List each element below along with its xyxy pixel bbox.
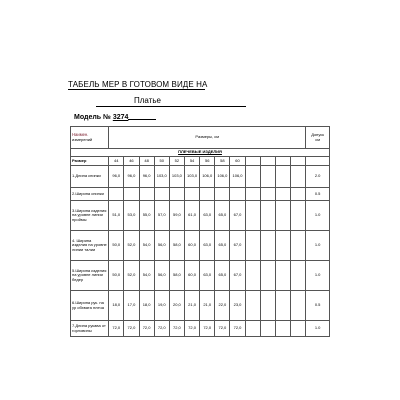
tolerance-value: 2.0 (306, 166, 330, 188)
size-cell (260, 157, 275, 166)
measurement-value: 72,0 (154, 321, 169, 337)
measurement-value (245, 188, 260, 201)
header-tolerance-a: Допуск (311, 131, 325, 137)
size-cell: 46 (124, 157, 139, 166)
measurement-name: 6.Ширина рук. на ур обхвата плеча (71, 291, 109, 321)
table-row (71, 321, 330, 337)
measurement-value: 60,0 (184, 231, 199, 261)
measurement-value: 56,0 (154, 261, 169, 291)
table-row (71, 291, 330, 321)
measurement-value: 56,0 (154, 231, 169, 261)
size-cell: 56 (200, 157, 215, 166)
measurement-value: 63,0 (200, 201, 215, 231)
tolerance-value: 0.5 (306, 188, 330, 201)
measurement-value (184, 188, 199, 201)
measurement-value: 96,0 (139, 166, 154, 188)
measurement-value: 65,0 (215, 231, 230, 261)
measurement-value: 67,0 (230, 261, 245, 291)
measurement-value (245, 231, 260, 261)
size-cell (245, 157, 260, 166)
measurement-name: 4. Ширина изделия на уровне линии талии (71, 231, 109, 261)
measurement-value: 60,0 (184, 261, 199, 291)
measurement-value (291, 188, 306, 201)
measurement-value: 52,0 (124, 261, 139, 291)
measurement-value: 103,0 (169, 166, 184, 188)
measurement-value: 50,0 (109, 231, 124, 261)
measurement-value: 106,0 (215, 166, 230, 188)
measurement-table (70, 126, 330, 337)
measurement-value (215, 188, 230, 201)
measurement-value (124, 188, 139, 201)
measurement-value (291, 231, 306, 261)
header-name-a: Наимен. (72, 131, 89, 137)
measurement-value: 72,0 (169, 321, 184, 337)
measurement-value: 51,0 (109, 201, 124, 231)
measurement-value (275, 231, 290, 261)
measurement-value: 103,0 (184, 166, 199, 188)
measurement-value: 52,0 (124, 231, 139, 261)
size-cell: 44 (109, 157, 124, 166)
measurement-value (260, 291, 275, 321)
measurement-value (169, 188, 184, 201)
size-label: Размер (71, 157, 109, 166)
section-row (71, 149, 330, 157)
tolerance-value: 1.0 (306, 261, 330, 291)
header-tolerance-cell (306, 127, 330, 149)
measurement-value: 96,0 (124, 166, 139, 188)
measurement-value: 65,0 (215, 201, 230, 231)
measurement-name: 1.Длина спинки (71, 166, 109, 188)
measurement-value: 72,0 (109, 321, 124, 337)
measurement-value: 72,0 (184, 321, 199, 337)
measurement-value: 17,0 (124, 291, 139, 321)
header-name-cell (71, 127, 109, 149)
measurement-value (245, 201, 260, 231)
measurement-value: 106,0 (230, 166, 245, 188)
measurement-value (245, 166, 260, 188)
measurement-value: 54,0 (139, 231, 154, 261)
section-title: ПЛЕЧЕВЫЕ ИЗДЕЛИЯ (71, 149, 330, 157)
measurement-value (275, 166, 290, 188)
measurement-value (260, 321, 275, 337)
measurement-value (245, 291, 260, 321)
measurement-value: 20,0 (169, 291, 184, 321)
table-header-row (71, 127, 330, 149)
measurement-value: 21,0 (184, 291, 199, 321)
table-row (71, 166, 330, 188)
measurement-value: 54,0 (139, 261, 154, 291)
measurement-value: 96,0 (109, 166, 124, 188)
measurement-value (109, 188, 124, 201)
table-row (71, 188, 330, 201)
table-row (71, 201, 330, 231)
measurement-value (275, 261, 290, 291)
measurement-value: 63,0 (200, 231, 215, 261)
garment-type-line (96, 96, 246, 107)
measurement-value: 19,0 (154, 291, 169, 321)
measurement-value (275, 188, 290, 201)
size-cell (275, 157, 290, 166)
measurement-value: 72,0 (230, 321, 245, 337)
size-cell (291, 157, 306, 166)
table-title: ТАБЕЛЬ МЕР В ГОТОВОМ ВИДЕ НА (68, 80, 208, 89)
measurement-value (245, 261, 260, 291)
measurement-name: 3.Ширина изделия на уровне линии проймы (71, 201, 109, 231)
size-cell: 58 (215, 157, 230, 166)
measurement-value (154, 188, 169, 201)
measurement-value: 18,0 (109, 291, 124, 321)
measurement-value (200, 188, 215, 201)
size-cell: 54 (184, 157, 199, 166)
measurement-value: 57,0 (154, 201, 169, 231)
model-line (74, 112, 156, 121)
size-cell: 60 (230, 157, 245, 166)
measurement-value: 58,0 (169, 231, 184, 261)
measurement-value: 58,0 (169, 261, 184, 291)
measurement-name: 2.Ширина спинки (71, 188, 109, 201)
measurement-value: 21,0 (200, 291, 215, 321)
measurement-value (245, 321, 260, 337)
header-sizes: Размеры, см (109, 127, 306, 149)
measurement-value: 106,0 (200, 166, 215, 188)
measurement-value: 55,0 (139, 201, 154, 231)
measurement-value: 65,0 (215, 261, 230, 291)
tolerance-value: 1.0 (306, 201, 330, 231)
measurement-value (291, 166, 306, 188)
measurement-value (260, 166, 275, 188)
measurement-value (260, 188, 275, 201)
header-tolerance-b: см (315, 136, 320, 142)
measurement-value (291, 291, 306, 321)
measurement-value (260, 261, 275, 291)
measurement-value (139, 188, 154, 201)
measurement-name: 7.Длина рукава от горловины (71, 321, 109, 337)
measurement-value: 72,0 (215, 321, 230, 337)
measurement-value (230, 188, 245, 201)
size-cell: 52 (169, 157, 184, 166)
measurement-value (291, 261, 306, 291)
measurement-value: 72,0 (139, 321, 154, 337)
tolerance-value: 1.0 (306, 231, 330, 261)
measurement-value: 23,0 (230, 291, 245, 321)
tolerance-value: 1.0 (306, 321, 330, 337)
size-cell: 48 (139, 157, 154, 166)
measurement-value: 50,0 (109, 261, 124, 291)
measurement-value (275, 321, 290, 337)
table-row (71, 261, 330, 291)
measurement-value (291, 201, 306, 231)
measurement-value: 59,0 (169, 201, 184, 231)
model-prefix: Модель № (74, 114, 111, 121)
model-blank-line (128, 112, 156, 120)
measurement-value: 22,0 (215, 291, 230, 321)
size-row (71, 157, 330, 166)
model-number: 3274 (112, 114, 129, 121)
measurement-name: 5.Ширина изделия на уровне линии бедер (71, 261, 109, 291)
measurement-value (291, 321, 306, 337)
measurement-value (260, 231, 275, 261)
measurement-value: 67,0 (230, 201, 245, 231)
measurement-value: 67,0 (230, 231, 245, 261)
measurement-value: 18,0 (139, 291, 154, 321)
measurement-value: 72,0 (200, 321, 215, 337)
header-name-b: измерений (72, 136, 93, 142)
table-row (71, 231, 330, 261)
measurement-value (275, 201, 290, 231)
measurement-value: 53,0 (124, 201, 139, 231)
measurement-value: 103,0 (154, 166, 169, 188)
tolerance-cell (306, 157, 330, 166)
measurement-value (260, 201, 275, 231)
tolerance-value: 0.5 (306, 291, 330, 321)
measurement-value: 63,0 (200, 261, 215, 291)
garment-type: Платье (134, 96, 161, 105)
size-cell: 50 (154, 157, 169, 166)
measurement-value: 61,0 (184, 201, 199, 231)
measurement-value (275, 291, 290, 321)
measurement-value: 72,0 (124, 321, 139, 337)
